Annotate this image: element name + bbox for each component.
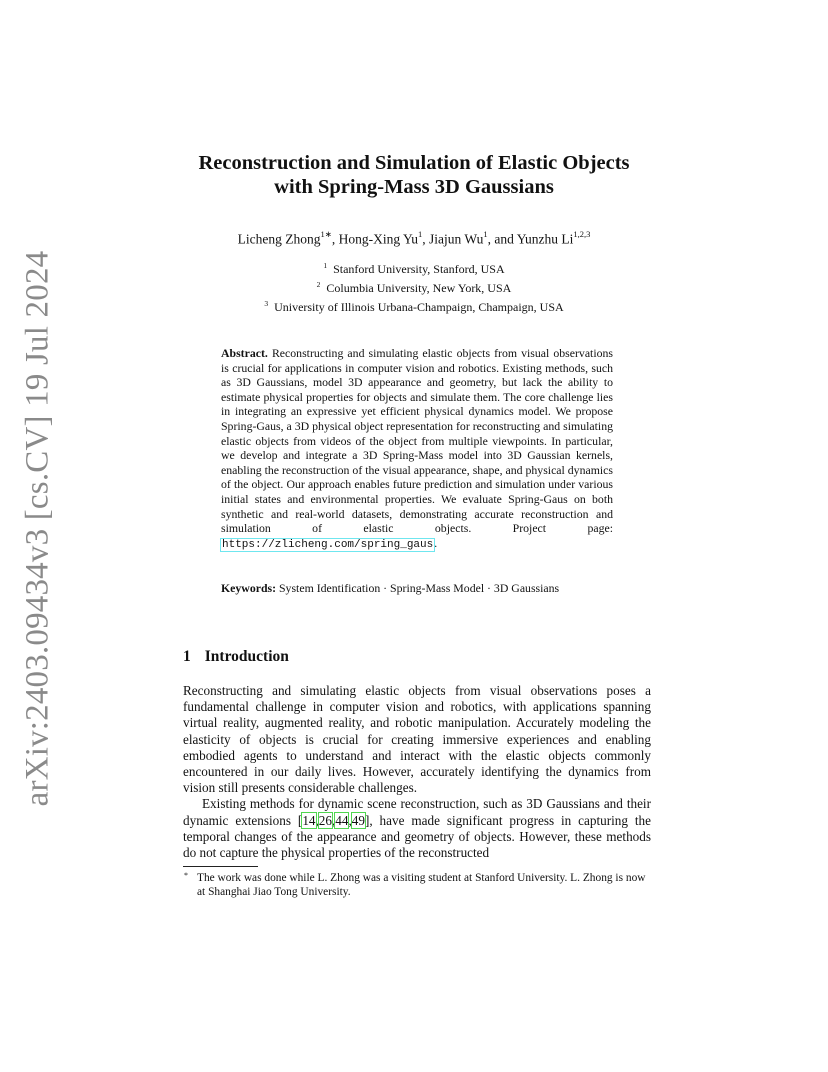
citation-separator: , (315, 812, 319, 828)
abstract-label: Abstract. (221, 346, 268, 360)
citation-link[interactable]: 14 (302, 812, 316, 828)
affiliation-text: Columbia University, New York, USA (326, 281, 512, 295)
arxiv-identifier-text: arXiv:2403.09434v3 [cs.CV] 19 Jul 2024 (19, 250, 56, 806)
author-affiliation-mark: 1∗ (320, 229, 332, 239)
affiliation-item (140, 258, 688, 277)
arxiv-identifier-stamp (12, 250, 64, 806)
intro-p2-before-cites: Existing methods for dynamic scene reconstruction, such as 3D Gaussians and their dynamic extensions [ (183, 796, 651, 828)
introduction-body (183, 683, 651, 861)
project-page-link[interactable]: https://zlicheng.com/spring_gaus (222, 538, 434, 551)
author-name: Jiajun Wu (429, 231, 484, 247)
footnote (183, 871, 651, 899)
section-heading (183, 648, 289, 666)
citation-link[interactable]: 26 (318, 812, 332, 828)
affiliation-list (140, 258, 688, 315)
intro-p2-after-cites: ], have made significant progress in capturing the temporal changes of the appearance and geometry of objects. However, these methods do not capture the physical properties of the reconstructed (183, 812, 651, 861)
citation-link[interactable]: 44 (335, 812, 349, 828)
author-affiliation-mark: 1,2,3 (573, 229, 591, 239)
author-separator: , and (487, 231, 517, 247)
citation-separator: , (331, 812, 336, 828)
keywords-label: Keywords: (221, 581, 277, 595)
paper-title (140, 151, 688, 199)
author-name: Licheng Zhong (237, 231, 321, 247)
citation-link[interactable]: 49 (351, 812, 365, 828)
footnote-text: The work was done while L. Zhong was a visiting student at Stanford University. L. Zhong is now at Shanghai Jiao Tong University. (197, 872, 646, 899)
affiliation-text: Stanford University, Stanford, USA (333, 262, 505, 276)
intro-paragraph-2 (183, 796, 651, 861)
affiliation-mark: 2 (316, 280, 321, 289)
author-separator: , (422, 231, 429, 247)
project-page-label: Project page: (512, 521, 613, 536)
intro-paragraph-1: Reconstructing and simulating elastic objects from visual observations poses a fundamental challenge in computer vision and robotics, with applications spanning virtual reality, augmented reality, and robotic manipulation. Accurately modeling the elasticity of objects is crucial for creating immersive experiences and enabling embodied agents to understand and interact with the elastic objects commonly encountered in our daily lives. However, accurately identifying the dynamics from vision still presents considerable challenges. (183, 683, 651, 796)
author-name: Yunzhu Li (516, 231, 574, 247)
author-affiliation-mark: 1 (483, 229, 488, 239)
footnote-rule (183, 866, 258, 867)
author-separator: , (331, 231, 339, 247)
paper-title-line-2: with Spring-Mass 3D Gaussians (274, 176, 554, 198)
keywords (221, 581, 621, 596)
affiliation-item (140, 296, 688, 315)
author-affiliation-mark: 1 (418, 229, 423, 239)
affiliation-mark: 3 (264, 299, 269, 308)
section-number: 1 (183, 648, 191, 665)
paper-title-line-1: Reconstruction and Simulation of Elastic Objects (198, 152, 630, 174)
abstract (221, 346, 613, 552)
affiliation-mark: 1 (323, 261, 328, 270)
section-title: Introduction (204, 648, 289, 665)
keywords-text: System Identification · Spring-Mass Model · 3D Gaussians (279, 581, 560, 595)
affiliation-text: University of Illinois Urbana-Champaign, Champaign, USA (274, 300, 564, 314)
project-page-period: . (434, 535, 438, 550)
affiliation-item (140, 277, 688, 296)
footnote-mark: * (184, 871, 188, 880)
author-list (140, 230, 688, 248)
abstract-text: Reconstructing and simulating elastic objects from visual observations is crucial for applications in computer vision and robotics. Existing methods, such as 3D Gaussians, model 3D appearance and geometry, but lack the ability to estimate physical properties for objects and simulate them. The core challenge lies in integrating an expressive yet efficient physical dynamics model. We propose Spring-Gaus, a 3D physical object representation for reconstructing and simulating elastic objects from videos of the object from multiple viewpoints. In particular, we develop and integrate a 3D Spring-Mass model into 3D Gaussian kernels, enabling the reconstruction of the visual appearance, shape, and physical dynamics of the object. Our approach enables future prediction and simulation under various initial states and environmental properties. We evaluate Spring-Gaus on both synthetic and real-world datasets, demonstrating accurate reconstruction and simulation of elastic objects. (221, 346, 613, 536)
citation-separator: , (348, 812, 352, 828)
author-name: Hong-Xing Yu (338, 231, 418, 247)
